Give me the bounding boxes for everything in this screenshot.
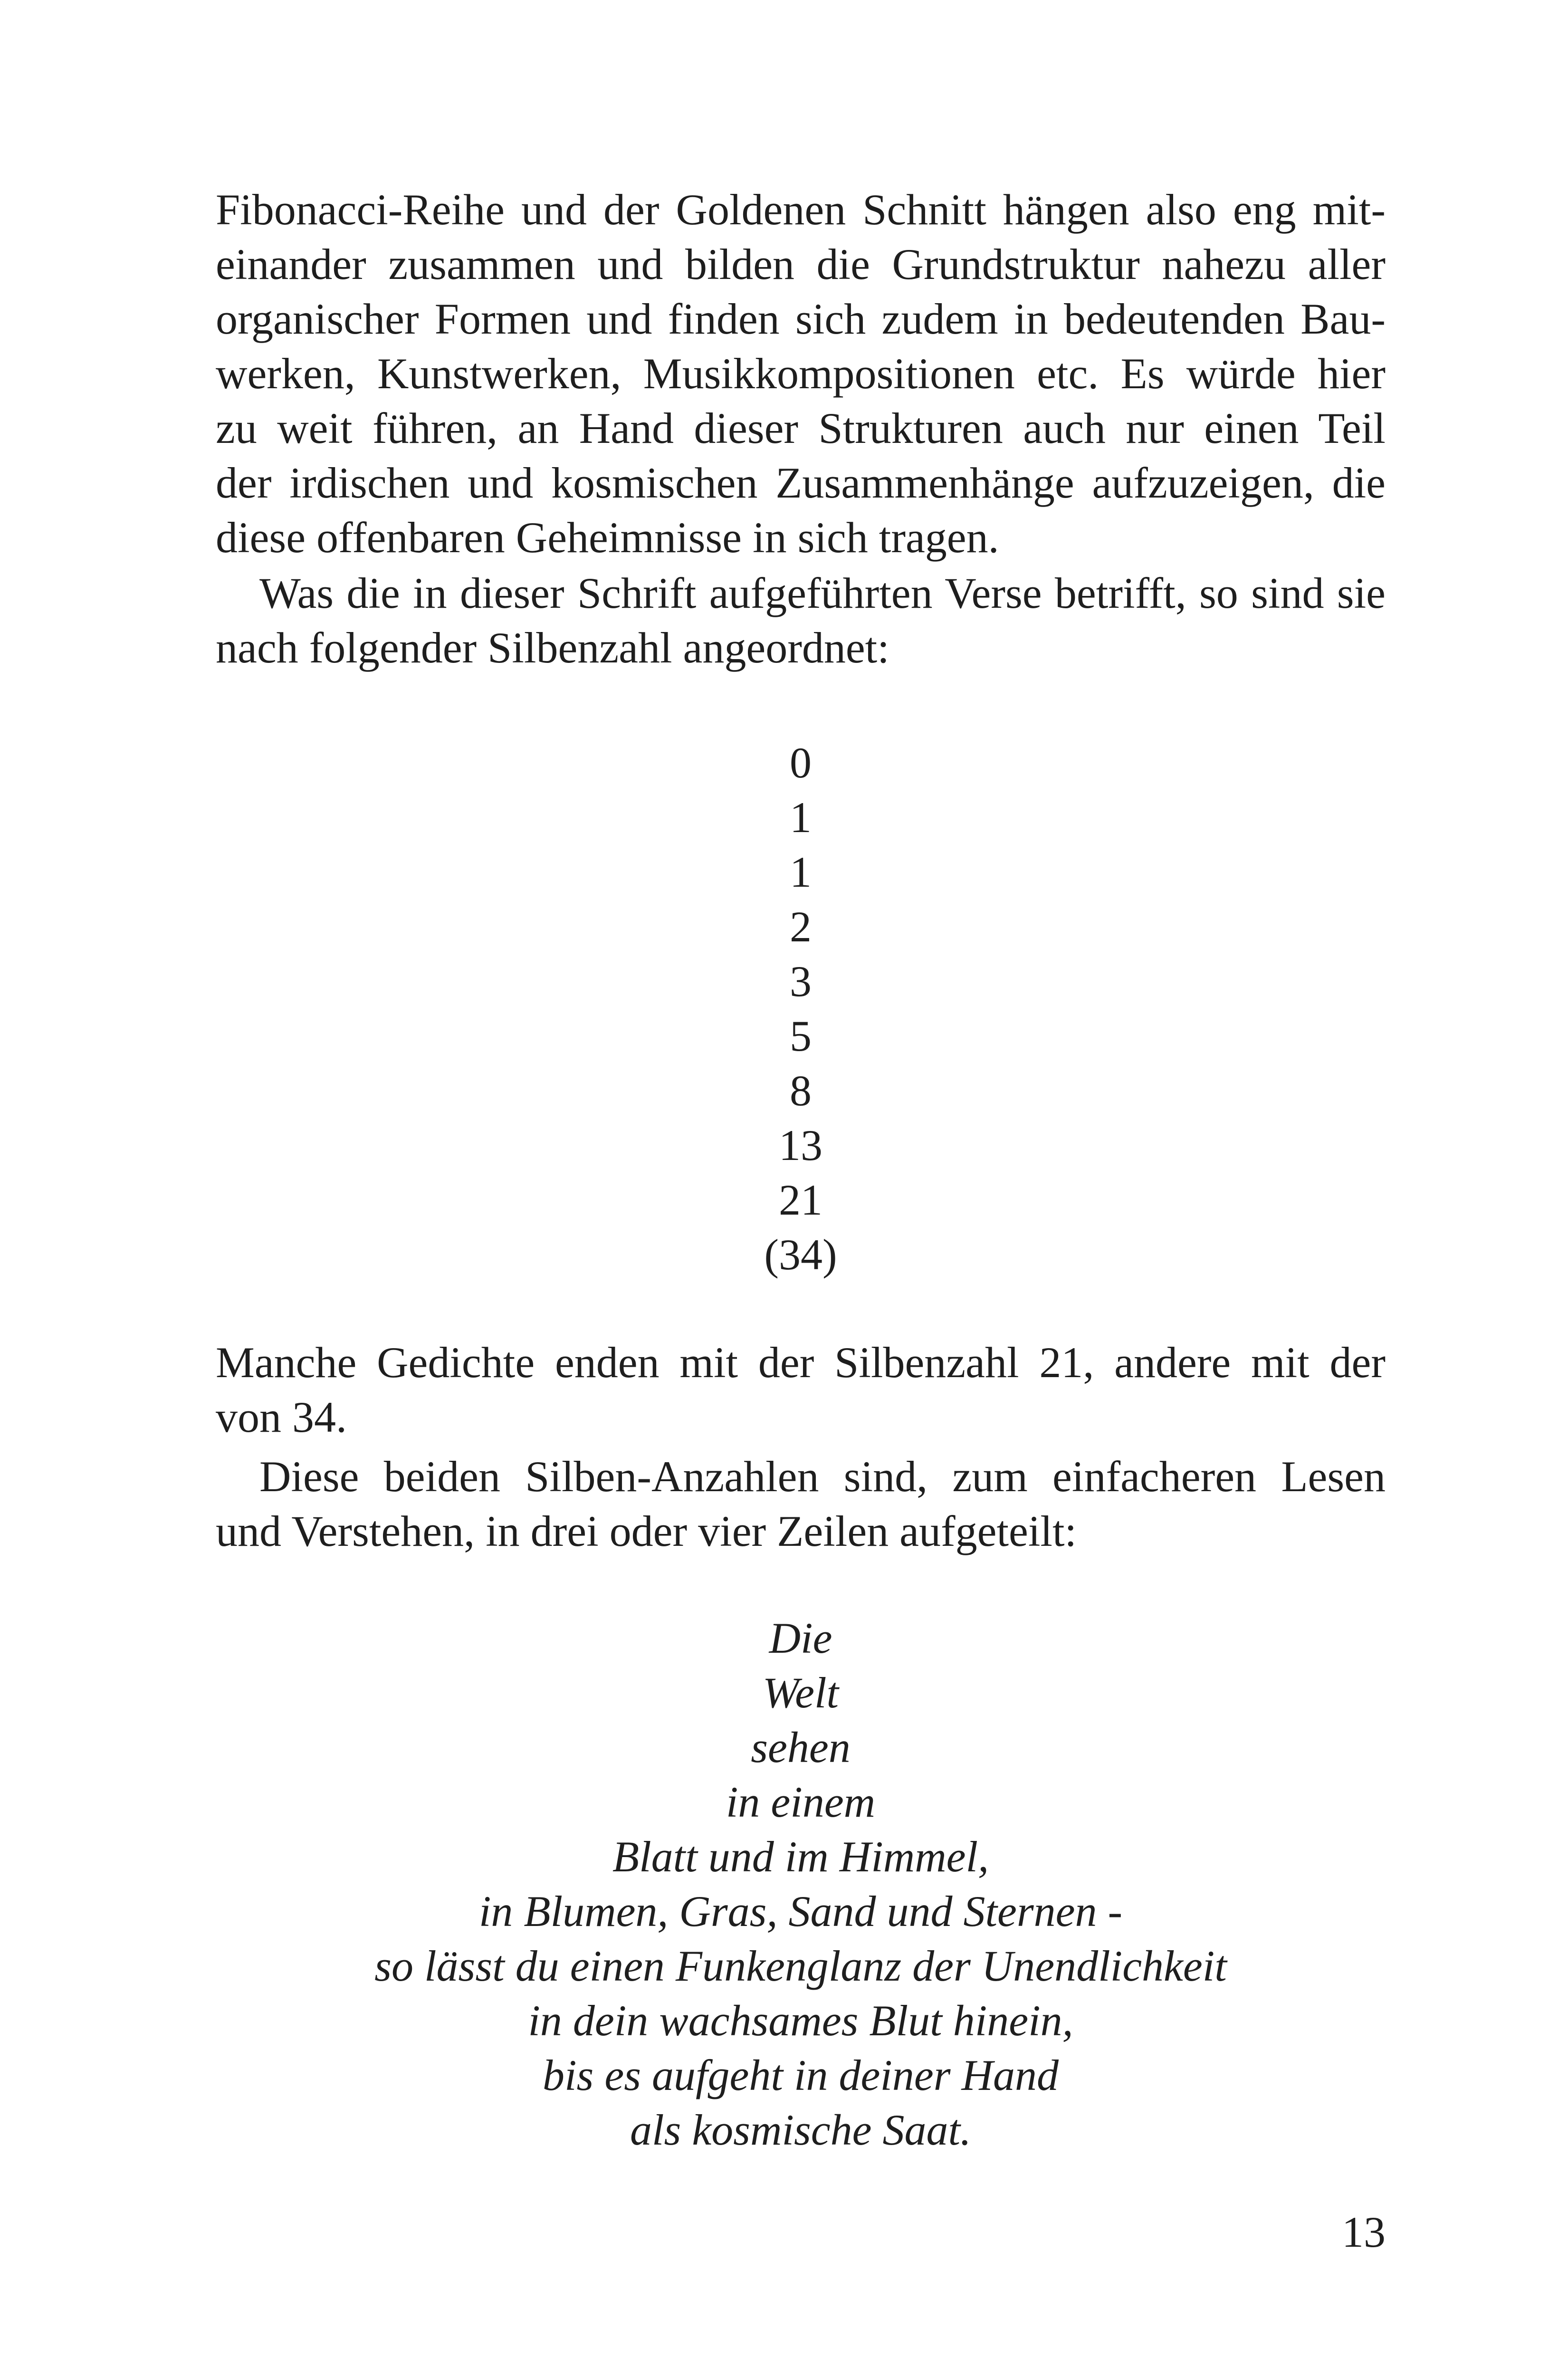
- page-number: 13: [1342, 2208, 1386, 2256]
- paragraph-line: Diese beiden Silben-Anzahlen sind, zum einfacheren Lesen: [259, 1452, 1386, 1501]
- paragraph-3: [216, 1335, 1386, 1445]
- syllable-number: 2: [790, 902, 812, 951]
- syllable-number: 0: [790, 738, 812, 787]
- poem-line: sehen: [751, 1723, 851, 1772]
- poem-line: in Blumen, Gras, Sand und Sternen -: [478, 1887, 1123, 1935]
- poem-line: so lässt du einen Funkenglanz der Unendlichkeit: [374, 1942, 1227, 1990]
- syllable-number: 21: [779, 1176, 822, 1224]
- syllable-number: 1: [790, 793, 812, 842]
- paragraph-line: einander zusammen und bilden die Grundstruktur nahezu aller: [216, 240, 1386, 288]
- paragraph-line: werken, Kunstwerken, Musikkompositionen etc. Es würde hier: [216, 349, 1386, 398]
- poem-line: Welt: [762, 1668, 839, 1717]
- poem: [216, 1611, 1386, 2157]
- paragraph-1: [216, 182, 1386, 565]
- syllable-number: 1: [790, 848, 812, 896]
- paragraph-line: der irdischen und kosmischen Zusammenhänge aufzuzeigen, die: [216, 459, 1386, 507]
- syllable-number: 13: [779, 1121, 822, 1169]
- paragraph-line: Manche Gedichte enden mit der Silbenzahl 21, andere mit der: [216, 1338, 1386, 1387]
- paragraph-line: Fibonacci-Reihe und der Goldenen Schnitt hängen also eng mit-: [216, 185, 1386, 234]
- syllable-sequence: [216, 736, 1386, 1282]
- syllable-number: 3: [790, 957, 812, 1006]
- poem-line: in dein wachsames Blut hinein,: [528, 1996, 1073, 2045]
- poem-line: Die: [769, 1614, 832, 1662]
- paragraph-line: organischer Formen und finden sich zudem in bedeutenden Bau-: [216, 295, 1386, 343]
- poem-line: bis es aufgeht in deiner Hand: [543, 2051, 1059, 2099]
- paragraph-4: [216, 1449, 1386, 1559]
- paragraph-line: Was die in dieser Schrift aufgeführten Verse betrifft, so sind sie: [259, 569, 1386, 617]
- paragraph-2: [216, 566, 1386, 675]
- syllable-number: (34): [764, 1230, 837, 1279]
- poem-line: Blatt und im Himmel,: [612, 1832, 989, 1881]
- paragraph-line: zu weit führen, an Hand dieser Strukturen auch nur einen Teil: [216, 404, 1386, 452]
- poem-line: als kosmische Saat.: [630, 2106, 972, 2154]
- poem-line: in einem: [726, 1778, 876, 1826]
- syllable-number: 8: [790, 1066, 812, 1115]
- syllable-number: 5: [790, 1012, 812, 1060]
- paragraph-line: nach folgender Silbenzahl angeordnet:: [216, 623, 889, 672]
- paragraph-line: und Verstehen, in drei oder vier Zeilen aufgeteilt:: [216, 1507, 1077, 1555]
- paragraph-line: von 34.: [216, 1393, 347, 1441]
- paragraph-line: diese offenbaren Geheimnisse in sich tragen.: [216, 513, 999, 562]
